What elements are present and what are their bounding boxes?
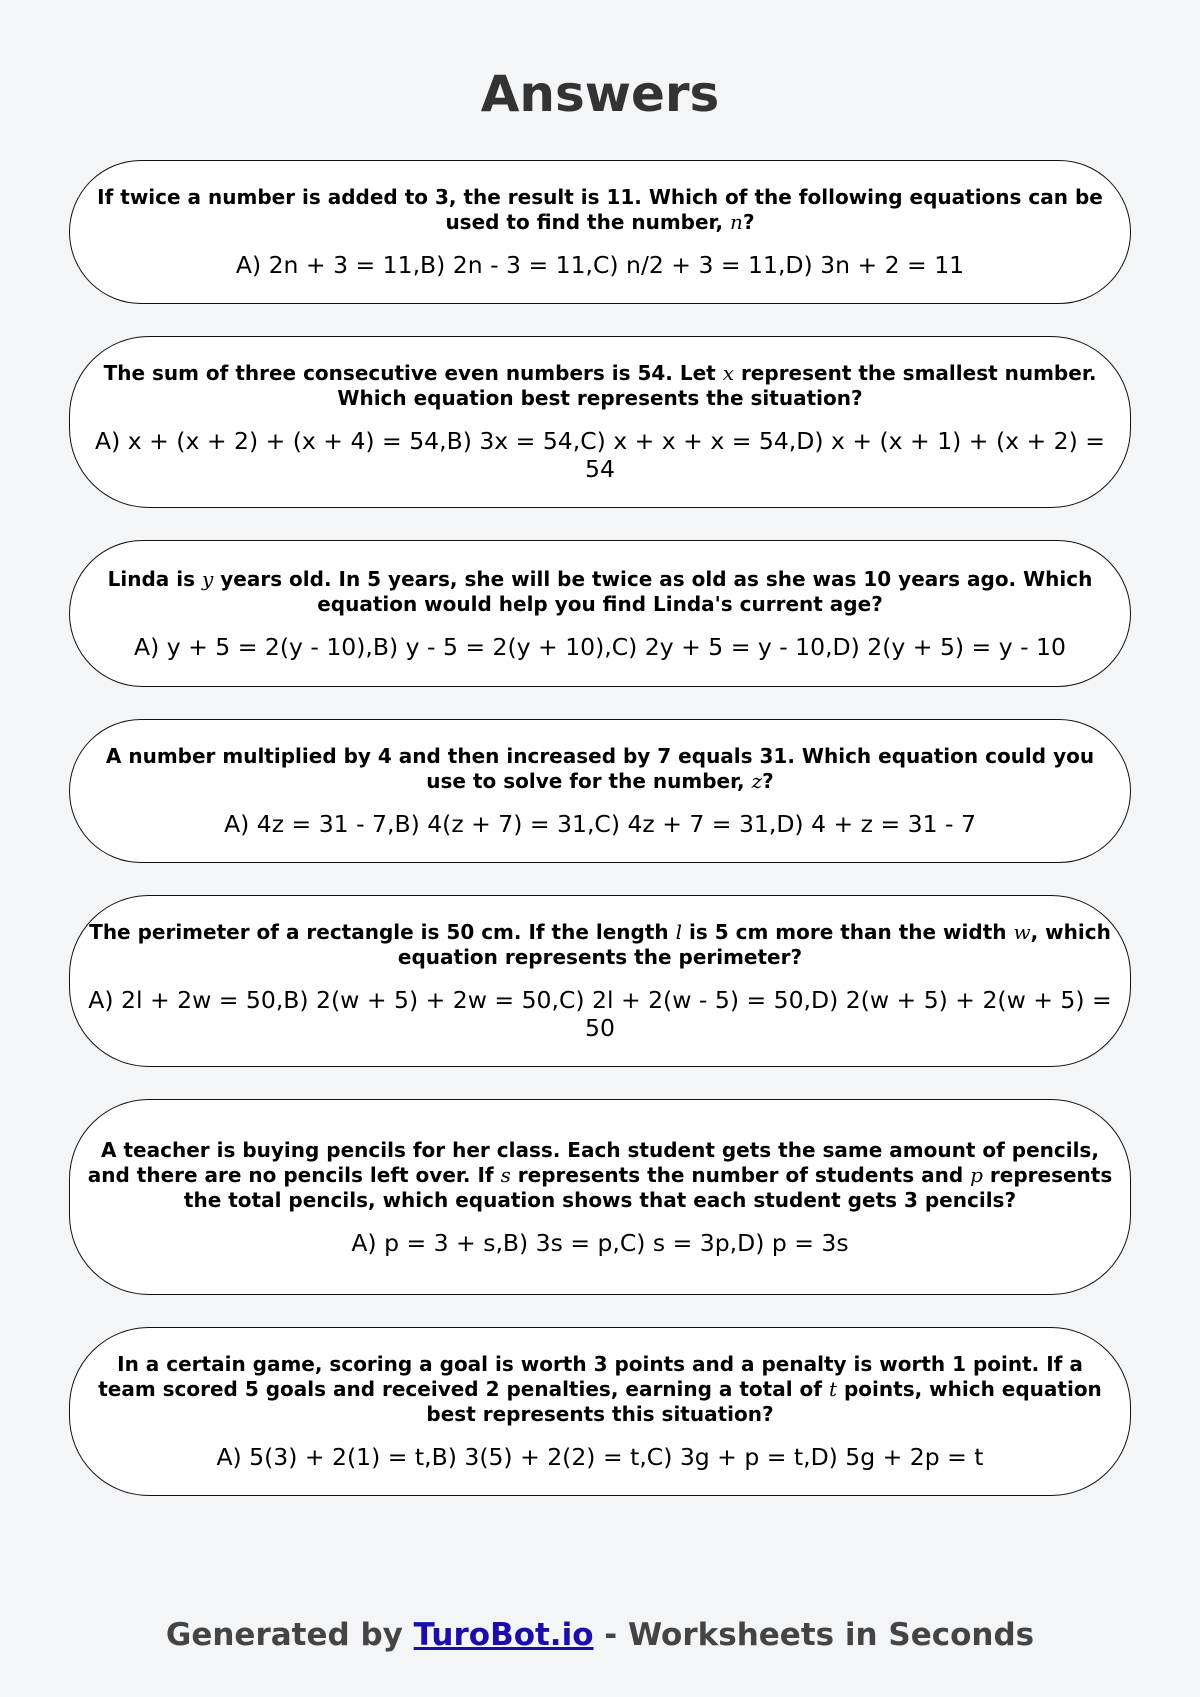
answer-options: A) x + (x + 2) + (x + 4) = 54,B) 3x = 54,C) x + x + x = 54,D) x + (x + 1) + (x + 2) = 54 bbox=[95, 427, 1105, 483]
question-text: A teacher is buying pencils for her class. Each student gets the same amount of pencils, and there are no pencils left over. If s represents the number of students and p represents the total pencils, which equation shows that each student gets 3 pencils? bbox=[87, 1137, 1113, 1212]
footer-prefix: Generated by bbox=[165, 1617, 414, 1653]
question-card-1 bbox=[69, 160, 1131, 304]
variable: t bbox=[828, 1377, 838, 1401]
question-card-4 bbox=[69, 719, 1131, 863]
question-card-2 bbox=[69, 336, 1131, 508]
answer-options: A) y + 5 = 2(y - 10),B) y - 5 = 2(y + 10),C) 2y + 5 = y - 10,D) 2(y + 5) = y - 10 bbox=[134, 632, 1066, 661]
question-card-7 bbox=[69, 1327, 1131, 1496]
turobot-link[interactable]: TuroBot.io bbox=[413, 1617, 594, 1653]
variable: y bbox=[201, 566, 214, 591]
question-text: A number multiplied by 4 and then increased by 7 equals 31. Which equation could you use to solve for the number, z? bbox=[105, 744, 1095, 793]
question-text: The perimeter of a rectangle is 50 cm. If the length l is 5 cm more than the width w, which equation represents the perimeter? bbox=[89, 920, 1111, 969]
answer-options: A) 2l + 2w = 50,B) 2(w + 5) + 2w = 50,C) 2l + 2(w - 5) = 50,D) 2(w + 5) + 2(w + 5) = 50 bbox=[88, 986, 1112, 1042]
question-text: The sum of three consecutive even numbers is 54. Let x represent the smallest number. Which equation best represents the situation? bbox=[103, 361, 1097, 410]
answer-options: A) p = 3 + s,B) 3s = p,C) s = 3p,D) p = 3s bbox=[351, 1228, 849, 1257]
footer bbox=[0, 1617, 1200, 1653]
variable: s bbox=[500, 1162, 511, 1187]
variable: l bbox=[675, 920, 683, 944]
variable: p bbox=[970, 1162, 983, 1187]
variable: n bbox=[730, 210, 743, 234]
page-title: Answers bbox=[480, 65, 720, 123]
variable: z bbox=[751, 769, 763, 793]
question-card-6 bbox=[69, 1099, 1131, 1295]
question-card-5 bbox=[69, 895, 1131, 1067]
variable: x bbox=[722, 361, 734, 385]
question-text: If twice a number is added to 3, the result is 11. Which of the following equations can be used to find the number, n? bbox=[97, 185, 1103, 234]
question-text: In a certain game, scoring a goal is worth 3 points and a penalty is worth 1 point. If a team scored 5 goals and received 2 penalties, earning a total of t points, which equation best represents this situation? bbox=[98, 1352, 1102, 1426]
variable: w bbox=[1013, 920, 1031, 944]
question-card-3 bbox=[69, 540, 1131, 687]
question-text: Linda is y years old. In 5 years, she will be twice as old as she was 10 years ago. Which equation would help you find Linda's current age? bbox=[107, 566, 1093, 616]
answer-options: A) 2n + 3 = 11,B) 2n - 3 = 11,C) n/2 + 3 = 11,D) 3n + 2 = 11 bbox=[235, 251, 965, 279]
footer-suffix: - Worksheets in Seconds bbox=[593, 1617, 1035, 1653]
answer-options: A) 4z = 31 - 7,B) 4(z + 7) = 31,C) 4z + 7 = 31,D) 4 + z = 31 - 7 bbox=[224, 810, 976, 838]
answer-options: A) 5(3) + 2(1) = t,B) 3(5) + 2(2) = t,C) 3g + p = t,D) 5g + 2p = t bbox=[216, 1443, 984, 1471]
